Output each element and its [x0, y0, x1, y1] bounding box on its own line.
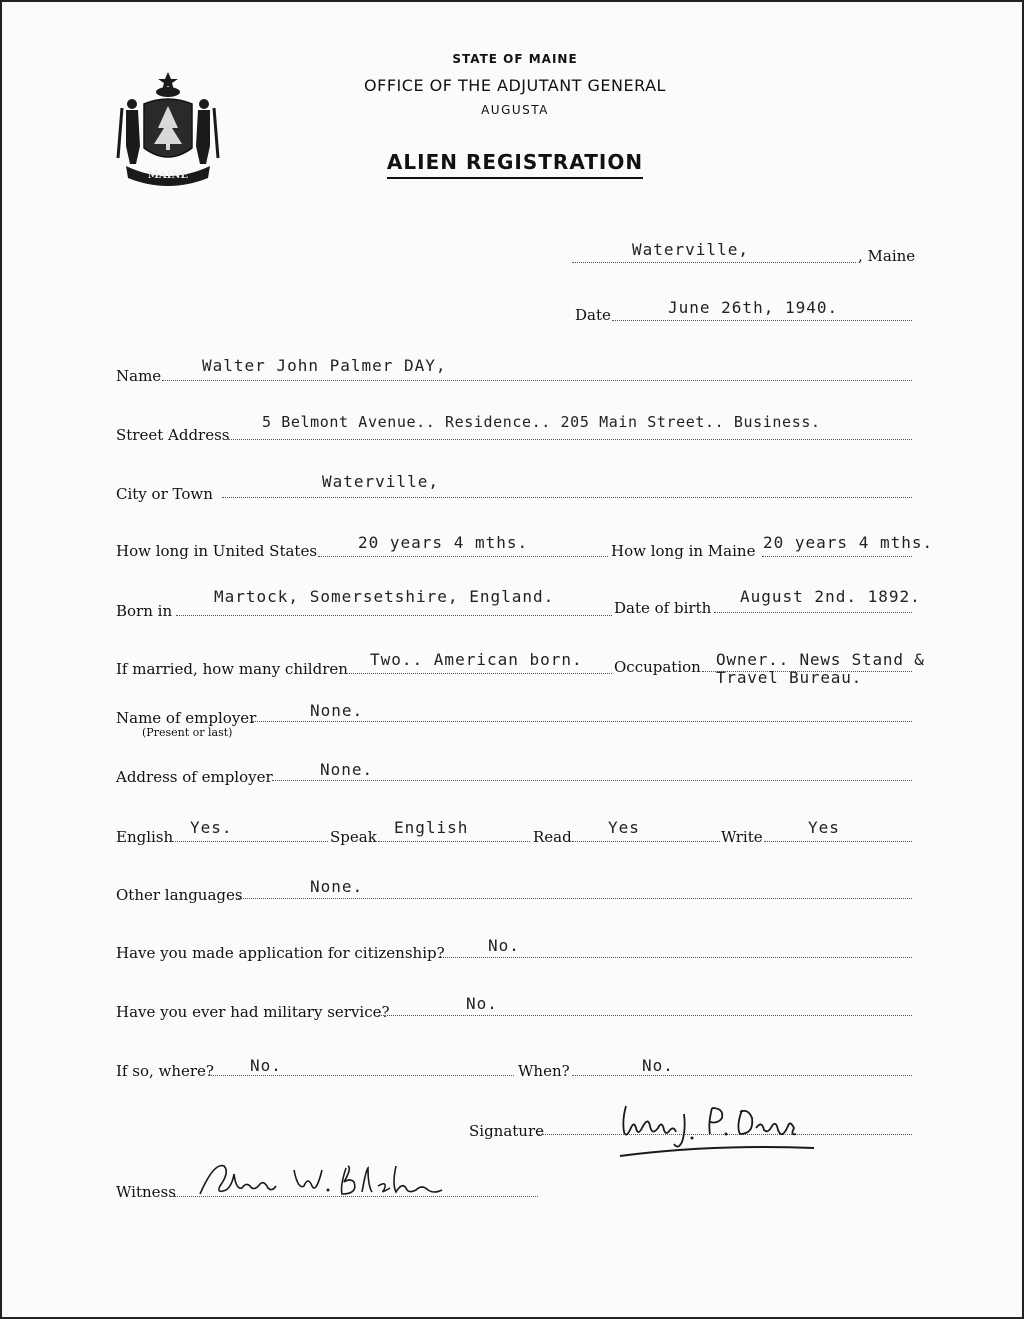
- english-line: [172, 841, 328, 842]
- write-label: Write: [721, 828, 763, 846]
- where-value: No.: [250, 1056, 282, 1075]
- citizenship-value: No.: [488, 936, 520, 955]
- how-long-us-value: 20 years 4 mths.: [358, 533, 529, 552]
- children-value: Two.. American born.: [370, 650, 583, 669]
- city-label: City or Town: [116, 485, 213, 503]
- write-line: [764, 841, 912, 842]
- how-long-us-line: [318, 556, 608, 557]
- city-value: Waterville,: [322, 472, 439, 491]
- born-in-label: Born in: [116, 602, 173, 620]
- speak-value: English: [394, 818, 469, 837]
- read-line: [572, 841, 720, 842]
- witness-signature: [190, 1156, 450, 1206]
- date-of-birth-label: Date of birth: [614, 599, 712, 617]
- how-long-maine-label: How long in Maine: [611, 542, 756, 560]
- born-in-line: [176, 615, 612, 616]
- where-label: If so, where?: [116, 1062, 214, 1080]
- street-address-line: [228, 439, 912, 440]
- military-line: [378, 1015, 912, 1016]
- write-value: Yes: [808, 818, 840, 837]
- date-label: Date: [575, 306, 611, 324]
- seal-banner-text: MAINE: [147, 170, 189, 181]
- name-line: [162, 380, 912, 381]
- signature-label: Signature: [469, 1122, 545, 1140]
- place-suffix: , Maine: [858, 247, 916, 265]
- other-languages-label: Other languages: [116, 886, 243, 904]
- how-long-maine-line: [762, 556, 912, 557]
- name-label: Name: [116, 367, 162, 385]
- occupation-label: Occupation: [614, 658, 701, 676]
- speak-label: Speak: [330, 828, 377, 846]
- citizenship-label: Have you made application for citizenship?: [116, 944, 445, 962]
- when-value: No.: [642, 1056, 674, 1075]
- children-line: [344, 673, 612, 674]
- military-label: Have you ever had military service?: [116, 1003, 390, 1021]
- employer-value: None.: [310, 701, 364, 720]
- date-value: June 26th, 1940.: [668, 298, 839, 317]
- place-value: Waterville,: [632, 240, 749, 259]
- born-in-value: Martock, Somersetshire, England.: [214, 587, 555, 606]
- header-city: AUGUSTA: [481, 103, 549, 117]
- header-state: STATE OF MAINE: [452, 52, 578, 66]
- how-long-us-label: How long in United States: [116, 542, 318, 560]
- city-line: [222, 497, 912, 498]
- maine-state-seal-icon: [108, 68, 228, 188]
- employer-line: [252, 721, 912, 722]
- form-title: ALIEN REGISTRATION: [300, 150, 730, 174]
- read-label: Read: [533, 828, 572, 846]
- other-languages-value: None.: [310, 877, 364, 896]
- where-line: [208, 1075, 514, 1076]
- when-line: [572, 1075, 912, 1076]
- applicant-signature: [612, 1090, 822, 1166]
- name-value: Walter John Palmer DAY,: [202, 356, 447, 375]
- military-value: No.: [466, 994, 498, 1013]
- employer-sublabel: (Present or last): [142, 726, 233, 739]
- read-value: Yes: [608, 818, 640, 837]
- header-office: OFFICE OF THE ADJUTANT GENERAL: [364, 76, 666, 95]
- place-line: [572, 262, 856, 263]
- when-label: When?: [518, 1062, 570, 1080]
- street-address-value: 5 Belmont Avenue.. Residence.. 205 Main Street.. Business.: [262, 413, 821, 431]
- date-of-birth-line: [714, 612, 912, 613]
- citizenship-line: [438, 957, 912, 958]
- street-address-label: Street Address: [116, 426, 230, 444]
- witness-label: Witness: [116, 1183, 176, 1201]
- other-languages-line: [238, 898, 912, 899]
- occupation-value-line2: Travel Bureau.: [716, 668, 863, 687]
- employer-address-line: [272, 780, 912, 781]
- employer-address-label: Address of employer: [116, 768, 273, 786]
- english-label: English: [116, 828, 174, 846]
- date-of-birth-value: August 2nd. 1892.: [740, 587, 921, 606]
- children-label: If married, how many children: [116, 660, 348, 678]
- english-value: Yes.: [190, 818, 233, 837]
- how-long-maine-value: 20 years 4 mths.: [763, 533, 934, 552]
- date-line: [612, 320, 912, 321]
- employer-address-value: None.: [320, 760, 374, 779]
- speak-line: [378, 841, 530, 842]
- occupation-value-line1: Owner.. News Stand &: [716, 650, 925, 669]
- employer-label: Name of employer: [116, 709, 257, 727]
